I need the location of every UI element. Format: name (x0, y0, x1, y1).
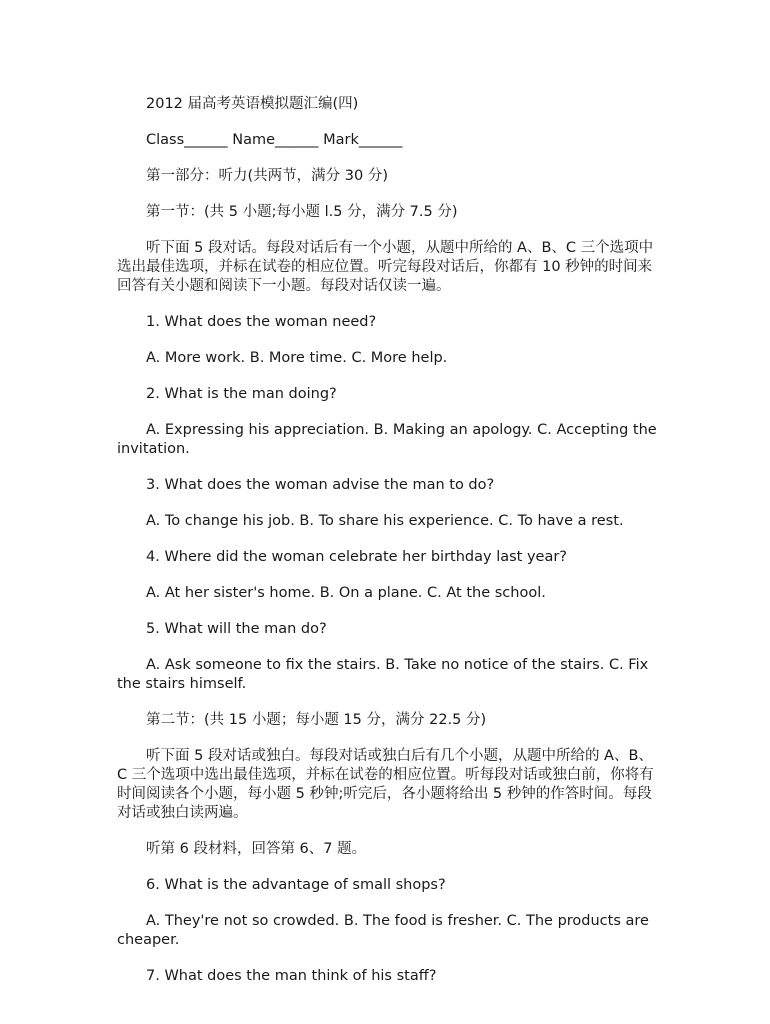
material-6-heading: 听第 6 段材料，回答第 6、7 题。 (117, 841, 367, 857)
section-two-instructions: 听下面 5 段对话或独白。每段对话或独白后有几个小题，从题中所给的 A、B、C 三个选项中选出最佳选项，并标在试卷的相应位置。听每段对话或独白前，你将有时间阅读各个小题，每小题 5 秒钟;听完后，各小题将给出 5 秒钟的作答时间。每段对话或独白读两遍。 (117, 748, 654, 821)
part-one-heading: 第一部分：听力(共两节，满分 30 分) (117, 168, 388, 184)
question-5: 5. What will the man do? (117, 621, 327, 637)
question-2-options: A. Expressing his appreciation. B. Making an apology. C. Accepting the invitation. (117, 422, 662, 457)
section-one-instructions: 听下面 5 段对话。每段对话后有一个小题，从题中所给的 A、B、C 三个选项中选出最佳选项，并标在试卷的相应位置。听完每段对话后，你都有 10 秒钟的时间来回答有关小题和阅读下一小题。每段对话仅读一遍。 (117, 240, 654, 294)
class-name-mark-line: Class______ Name______ Mark______ (117, 132, 403, 148)
question-1: 1. What does the woman need? (117, 314, 377, 330)
question-6: 6. What is the advantage of small shops? (117, 877, 446, 893)
question-7: 7. What does the man think of his staff? (117, 968, 437, 984)
question-3-options: A. To change his job. B. To share his experience. C. To have a rest. (117, 513, 624, 529)
section-one-heading: 第一节：(共 5 小题;每小题 l.5 分，满分 7.5 分) (117, 204, 458, 220)
question-4-options: A. At her sister's home. B. On a plane. C. At the school. (117, 585, 546, 601)
question-4: 4. Where did the woman celebrate her birthday last year? (117, 549, 568, 565)
question-5-options: A. Ask someone to fix the stairs. B. Take no notice of the stairs. C. Fix the stairs himself. (117, 657, 653, 692)
question-6-options: A. They're not so crowded. B. The food is fresher. C. The products are cheaper. (117, 913, 654, 948)
question-2: 2. What is the man doing? (117, 386, 337, 402)
question-3: 3. What does the woman advise the man to do? (117, 477, 495, 493)
document-page (117, 95, 662, 1003)
question-1-options: A. More work. B. More time. C. More help. (117, 350, 448, 366)
doc-title: 2012 届高考英语模拟题汇编(四) (117, 96, 359, 112)
section-two-heading: 第二节：(共 15 小题；每小题 15 分，满分 22.5 分) (117, 712, 487, 728)
